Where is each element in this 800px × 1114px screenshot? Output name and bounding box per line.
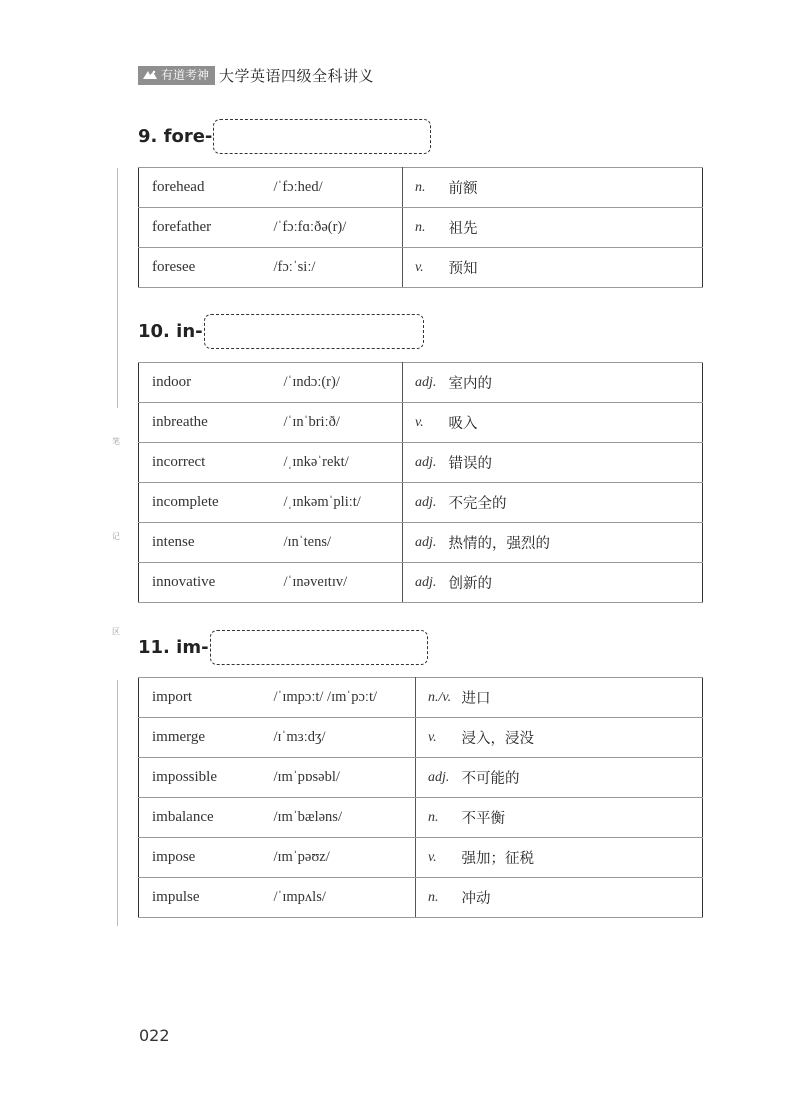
pos-cell: adj. bbox=[403, 443, 449, 483]
meaning-cell: 祖先 bbox=[449, 208, 703, 248]
meaning-cell: 强加；征税 bbox=[462, 838, 703, 878]
pos-cell: v. bbox=[416, 838, 462, 878]
page-header bbox=[138, 64, 374, 86]
meaning-cell: 冲动 bbox=[462, 878, 703, 918]
meaning-cell: 不完全的 bbox=[449, 483, 703, 523]
ipa-cell: /ˈɪndɔː(r)/ bbox=[284, 363, 403, 403]
pos-cell: adj. bbox=[403, 483, 449, 523]
pos-cell: adj. bbox=[403, 363, 449, 403]
table-row bbox=[139, 168, 703, 208]
pos-cell: v. bbox=[403, 403, 449, 443]
section-heading bbox=[138, 116, 431, 156]
table-row bbox=[139, 718, 703, 758]
pos-cell: adj. bbox=[403, 563, 449, 603]
ipa-cell: /ˈɪnˈbriːð/ bbox=[284, 403, 403, 443]
word-cell: impose bbox=[139, 838, 274, 878]
table-row bbox=[139, 443, 703, 483]
table-row bbox=[139, 798, 703, 838]
section-heading bbox=[138, 627, 428, 667]
table-row bbox=[139, 403, 703, 443]
pos-cell: v. bbox=[416, 718, 462, 758]
word-cell: forehead bbox=[139, 168, 274, 208]
word-cell: imbalance bbox=[139, 798, 274, 838]
notes-margin-char: 区 bbox=[112, 627, 120, 636]
meaning-cell: 不可能的 bbox=[462, 758, 703, 798]
word-cell: forefather bbox=[139, 208, 274, 248]
ipa-cell: /ˈfɔːfɑːðə(r)/ bbox=[274, 208, 403, 248]
table-row bbox=[139, 483, 703, 523]
ipa-cell: /ˌɪnkəˈrekt/ bbox=[284, 443, 403, 483]
word-cell: incorrect bbox=[139, 443, 284, 483]
word-cell: impossible bbox=[139, 758, 274, 798]
table-row bbox=[139, 878, 703, 918]
notes-margin-char: 笔 bbox=[112, 437, 120, 446]
ipa-cell: /ɪmˈpəʊz/ bbox=[274, 838, 416, 878]
meaning-cell: 错误的 bbox=[449, 443, 703, 483]
pos-cell: n./v. bbox=[416, 678, 462, 718]
word-cell: immerge bbox=[139, 718, 274, 758]
pos-cell: adj. bbox=[416, 758, 462, 798]
ipa-cell: /ˈɪmpɔːt/ /ɪmˈpɔːt/ bbox=[274, 678, 416, 718]
word-cell: innovative bbox=[139, 563, 284, 603]
meaning-cell: 浸入，浸没 bbox=[462, 718, 703, 758]
meaning-cell: 创新的 bbox=[449, 563, 703, 603]
meaning-cell: 吸入 bbox=[449, 403, 703, 443]
brand-badge bbox=[138, 66, 215, 85]
word-cell: foresee bbox=[139, 248, 274, 288]
pos-cell: adj. bbox=[403, 523, 449, 563]
notes-margin-line bbox=[117, 168, 118, 408]
prefix-label: 11. im- bbox=[138, 636, 209, 658]
pos-cell: v. bbox=[403, 248, 449, 288]
meaning-cell: 热情的，强烈的 bbox=[449, 523, 703, 563]
meaning-cell: 前额 bbox=[449, 168, 703, 208]
ipa-cell: /ˌɪnkəmˈpliːt/ bbox=[284, 483, 403, 523]
word-cell: import bbox=[139, 678, 274, 718]
table-row bbox=[139, 248, 703, 288]
vocab-table bbox=[138, 677, 703, 918]
word-cell: indoor bbox=[139, 363, 284, 403]
pos-cell: n. bbox=[403, 168, 449, 208]
table-row bbox=[139, 758, 703, 798]
meaning-cell: 进口 bbox=[462, 678, 703, 718]
table-row bbox=[139, 208, 703, 248]
word-cell: incomplete bbox=[139, 483, 284, 523]
page-number: 022 bbox=[139, 1026, 170, 1045]
table-row bbox=[139, 523, 703, 563]
ipa-cell: /fɔːˈsiː/ bbox=[274, 248, 403, 288]
section-heading bbox=[138, 311, 424, 351]
pos-cell: n. bbox=[403, 208, 449, 248]
table-row bbox=[139, 563, 703, 603]
meaning-cell: 室内的 bbox=[449, 363, 703, 403]
brand-name: 有道考神 bbox=[161, 67, 210, 82]
table-row bbox=[139, 838, 703, 878]
pos-cell: n. bbox=[416, 878, 462, 918]
word-cell: intense bbox=[139, 523, 284, 563]
prefix-label: 10. in- bbox=[138, 320, 203, 342]
word-cell: inbreathe bbox=[139, 403, 284, 443]
notes-margin-char: 记 bbox=[112, 532, 120, 541]
meaning-cell: 不平衡 bbox=[462, 798, 703, 838]
table-row bbox=[139, 678, 703, 718]
book-title: 大学英语四级全科讲义 bbox=[219, 66, 375, 85]
meaning-cell: 预知 bbox=[449, 248, 703, 288]
table-row bbox=[139, 363, 703, 403]
answer-blank-box[interactable] bbox=[210, 630, 428, 665]
answer-blank-box[interactable] bbox=[213, 119, 431, 154]
pos-cell: n. bbox=[416, 798, 462, 838]
ipa-cell: /ˈɪmpʌls/ bbox=[274, 878, 416, 918]
brand-logo-icon bbox=[142, 69, 158, 81]
word-cell: impulse bbox=[139, 878, 274, 918]
vocab-table bbox=[138, 362, 703, 603]
prefix-label: 9. fore- bbox=[138, 125, 213, 147]
ipa-cell: /ɪmˈbæləns/ bbox=[274, 798, 416, 838]
ipa-cell: /ˈfɔːhed/ bbox=[274, 168, 403, 208]
vocab-table bbox=[138, 167, 703, 288]
ipa-cell: /ˈɪnəveɪtɪv/ bbox=[284, 563, 403, 603]
notes-margin-line bbox=[117, 680, 118, 926]
answer-blank-box[interactable] bbox=[204, 314, 424, 349]
ipa-cell: /ɪnˈtens/ bbox=[284, 523, 403, 563]
ipa-cell: /ɪmˈpɒsəbl/ bbox=[274, 758, 416, 798]
ipa-cell: /ɪˈmɜːdʒ/ bbox=[274, 718, 416, 758]
